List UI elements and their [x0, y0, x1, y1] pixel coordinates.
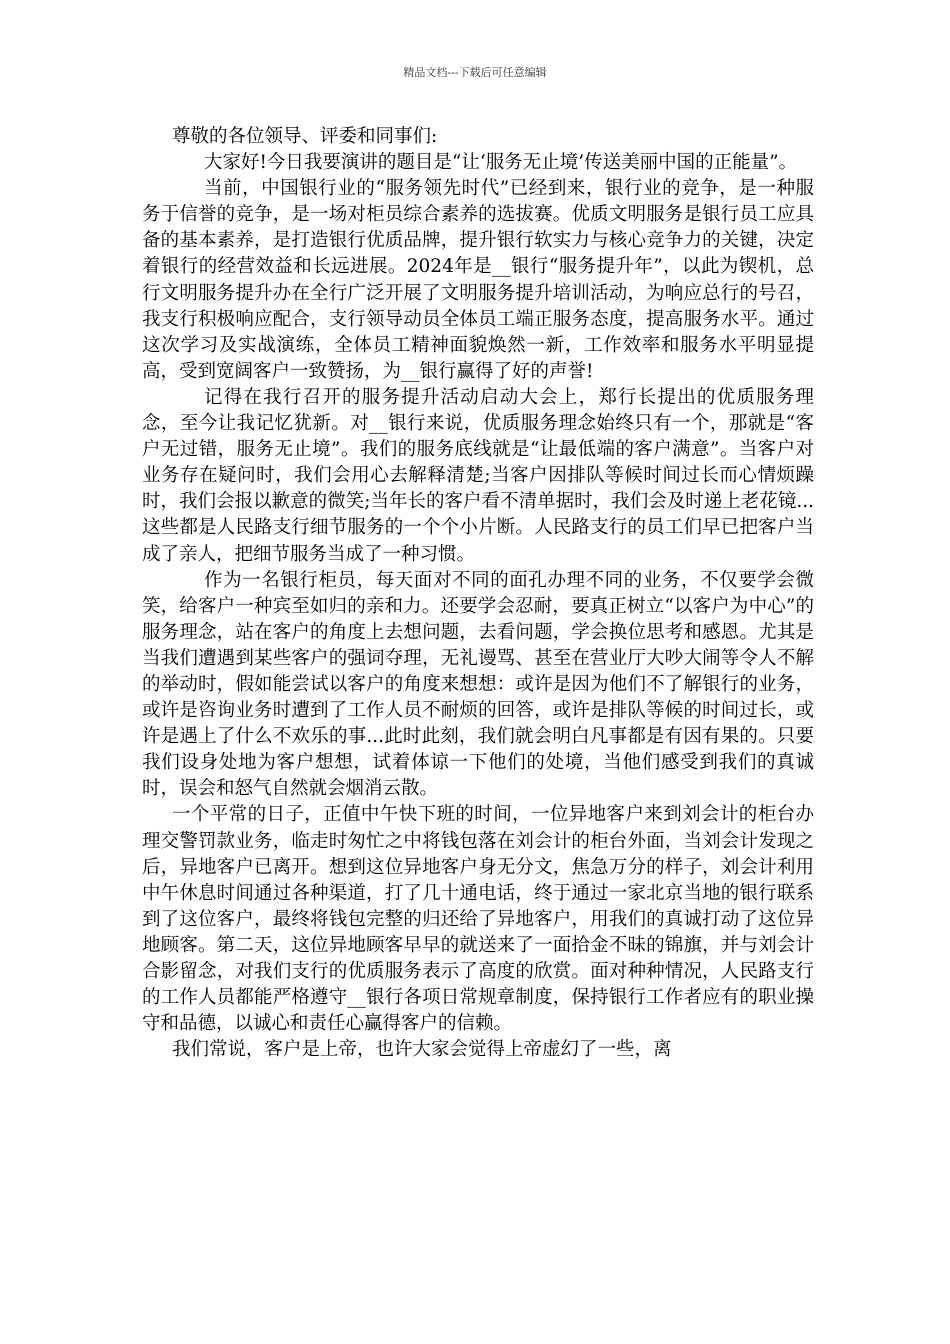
paragraph: 当前，中国银行业的“服务领先时代”已经到来，银行业的竞争，是一种服务于信誉的竞争，是一场对柜员综合素养的选拔赛。优质文明服务是银行员工应具备的基本素养，是打造银行优质品牌，提升银行软实力与核心竞争力的关键，决定着银行的经营效益和长远进展。2024年是__银行“服务提升年”，以此为锲机，总行文明服务提升办在全行广泛开展了文明服务提升培训活动，为响应总行的号召，我支行积极响应配合，支行领导动员全体员工端正服务态度，提高服务水平。通过这次学习及实战演练，全体员工精神面貌焕然一新，工作效率和服务水平明显提高，受到宽阔客户一致赞扬，为__银行赢得了好的声誉!: [142, 178, 814, 382]
speech-body: [142, 124, 814, 1063]
paragraph: 一个平常的日子，正值中午快下班的时间，一位异地客户来到刘会计的柜台办理交警罚款业务，临走时匆忙之中将钱包落在刘会计的柜台外面，当刘会计发现之后，异地客户已离开。想到这位异地客户身无分文，焦急万分的样子，刘会计利用中午休息时间通过各种渠道，打了几十通电话，终于通过一家北京当地的银行联系到了这位客户，最终将钱包完整的归还给了异地客户，用我们的真诚打动了这位异地顾客。第二天，这位异地顾客早早的就送来了一面拾金不昧的锦旗，并与刘会计合影留念，对我们支行的优质服务表示了高度的欣赏。面对种种情况，人民路支行的工作人员都能严格遵守__银行各项日常规章制度，保持银行工作者应有的职业操守和品德，以诚心和责任心赢得客户的信赖。: [142, 804, 814, 1035]
page-header: 精品文档---下载后可任意编辑: [403, 66, 547, 79]
paragraph-continued: 我们常说，客户是上帝，也许大家会觉得上帝虚幻了一些，离: [172, 1039, 672, 1061]
paragraph: 作为一名银行柜员，每天面对不同的面孔办理不同的业务，不仅要学会微笑，给客户一种宾至如归的亲和力。还要学会忍耐，要真正树立“以客户为中心”的服务理念，站在客户的角度上去想问题，去看问题，学会换位思考和感恩。尤其是当我们遭遇到某些客户的强词夺理，无礼谩骂、甚至在营业厅大吵大闹等令人不解的举动时，假如能尝试以客户的角度来想想：或许是因为他们不了解银行的业务，或许是咨询业务时遭到了工作人员不耐烦的回答，或许是排队等候的时间过长，或许是遇上了什么不欢乐的事...此时此刻，我们就会明白凡事都是有因有果的。只要我们设身处地为客户想想，试着体谅一下他们的处境，当他们感受到我们的真诚时，误会和怒气自然就会烟消云散。: [142, 569, 814, 800]
paragraph: 记得在我行召开的服务提升活动启动大会上，郑行长提出的优质服务理念，至今让我记忆犹新。对__银行来说，优质服务理念始终只有一个，那就是“客户无过错，服务无止境”。我们的服务底线就是“让最低端的客户满意”。当客户对业务存在疑问时，我们会用心去解释清楚;当客户因排队等候时间过长而心情烦躁时，我们会报以歉意的微笑;当年长的客户看不清单据时，我们会及时递上老花镜...这些都是人民路支行细节服务的一个个小片断。人民路支行的员工们早已把客户当成了亲人，把细节服务当成了一种习惯。: [142, 386, 814, 565]
paragraph-greeting: 尊敬的各位领导、评委和同事们:: [172, 126, 438, 147]
paragraph-intro: 大家好!今日我要演讲的题目是“让‘服务无止境’传送美丽中国的正能量”。: [204, 152, 798, 174]
